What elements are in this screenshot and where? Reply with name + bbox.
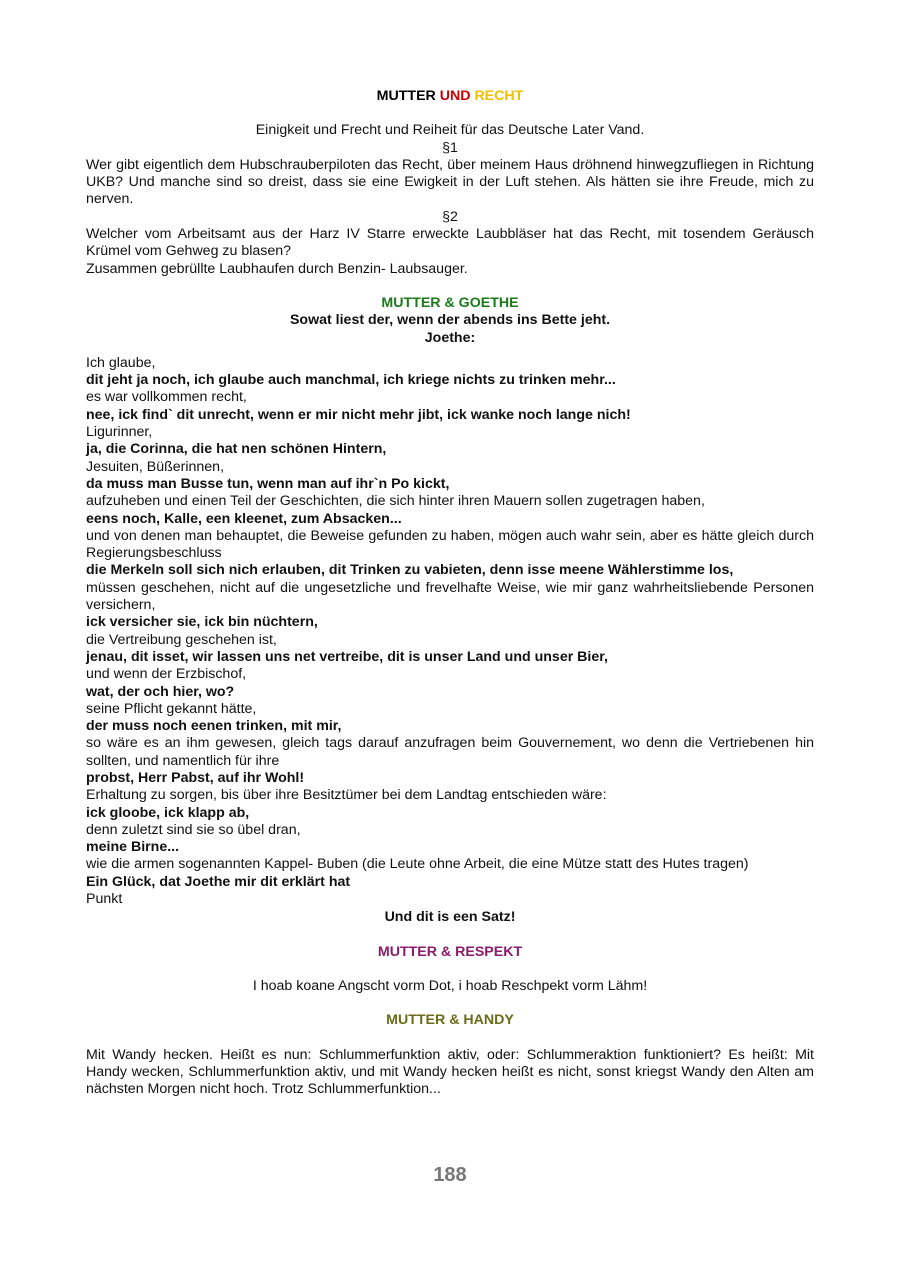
dialogue-line-bold: die Merkeln soll sich nich erlauben, dit Trinken zu vabieten, denn isse meene Wählerstimme los, [86,562,734,579]
handy-text: Mit Wandy hecken. Heißt es nun: Schlummerfunktion aktiv, oder: Schlummeraktion funktioniert? Es heißt: Mit Handy wecken, Schlummerfunktion aktiv, und mit Wandy hecken heißt es nicht, sonst kriegst Wandy den Alten am nächsten Morgen nicht hoch. Trotz Schlummerfunktion... [86,1046,814,1098]
dialogue-line: aufzuheben und einen Teil der Geschichten, die sich hinter ihren Mauern sollen zugetragen haben, [86,493,705,510]
dialogue-line: Ligurinner, [86,424,153,441]
dialogue-line: wie die armen sogenannten Kappel- Buben (die Leute ohne Arbeit, die eine Mütze statt des Hutes tragen) [86,856,749,873]
dialogue-line: seine Pflicht gekannt hätte, [86,700,257,717]
dialogue-line-bold: ja, die Corinna, die hat nen schönen Hintern, [86,441,387,458]
dialogue-line: so wäre es an ihm gewesen, gleich tags darauf anzufragen beim Gouvernement, wo denn die Vertriebenen hin sollten, und namentlich für ihre [86,735,814,769]
dialogue-line-bold: meine Birne... [86,839,180,856]
dialogue-line-bold: Ein Glück, dat Joethe mir dit erklärt hat [86,873,351,890]
paragraph-mark-2: §2 [442,208,458,225]
document-page [86,86,814,1098]
dialogue-line-bold: da muss man Busse tun, wenn man auf ihr`n Po kickt, [86,475,450,492]
dialogue-line-bold: probst, Herr Pabst, auf ihr Wohl! [86,769,305,786]
goethe-dialogue [86,355,814,909]
dialogue-line-bold: eens noch, Kalle, een kleenet, zum Absacken... [86,510,402,527]
title-word-recht: RECHT [474,88,524,104]
goethe-subtitle: Sowat liest der, wenn der abends ins Bette jeht. [289,312,611,329]
paragraph-mark-1: §1 [442,139,458,156]
dialogue-line: die Vertreibung geschehen ist, [86,631,277,648]
paragraph-1-text: Wer gibt eigentlich dem Hubschrauberpiloten das Recht, über meinem Haus dröhnend hinwegzufliegen in Richtung UKB? Und manche sind so dreist, dass sie eine Ewigkeit in der Luft stehen. Als hätten sie ihre Freude, mich zu nerven. [86,156,814,208]
title-word-mutter: MUTTER [376,88,436,104]
dialogue-line-bold: ick versicher sie, ick bin nüchtern, [86,614,318,631]
dialogue-line: Ich glaube, [86,354,156,371]
section-title-respekt: MUTTER & RESPEKT [377,943,523,960]
paragraph-2-text-2: Zusammen gebrüllte Laubhaufen durch Benzin- Laubsauger. [86,260,468,277]
section-title-goethe: MUTTER & GOETHE [381,294,519,311]
dialogue-line: Jesuiten, Büßerinnen, [86,458,225,475]
dialogue-line: Punkt [86,891,123,908]
dialogue-line-bold: nee, ick find` dit unrecht, wenn er mir nicht mehr jibt, ick wanke noch lange nich! [86,406,631,423]
dialogue-line-bold: der muss noch eenen trinken, mit mir, [86,718,342,735]
dialogue-line-bold: ick gloobe, ick klapp ab, [86,804,250,821]
dialogue-line: Erhaltung zu sorgen, bis über ihre Besitztümer bei dem Landtag entschieden wäre: [86,787,607,804]
dialogue-line: und wenn der Erzbischof, [86,666,247,683]
dialogue-line: es war vollkommen recht, [86,389,247,406]
dialogue-line-bold: dit jeht ja noch, ich glaube auch manchmal, ich kriege nichts zu trinken mehr... [86,372,616,389]
goethe-closing: Und dit is een Satz! [384,909,516,926]
respekt-text: I hoab koane Angscht vorm Dot, i hoab Reschpekt vorm Lähm! [252,977,648,994]
paragraph-2-text: Welcher vom Arbeitsamt aus der Harz IV Starre erweckte Laubbläser hat das Recht, mit tosendem Geräusch Krümel vom Gehweg zu blasen? [86,226,814,260]
page-number: 188 [433,1164,467,1186]
dialogue-line: und von denen man behauptet, die Beweise gefunden zu haben, mögen auch wahr sein, aber es hätte gleich durch Regierungsbeschluss [86,527,814,562]
title-word-und: UND [439,88,471,104]
dialogue-line: denn zuletzt sind sie so übel dran, [86,821,301,838]
motto: Einigkeit und Frecht und Reiheit für das Deutsche Later Vand. [255,122,645,139]
dialogue-line: müssen geschehen, nicht auf die ungesetzliche und frevelhafte Weise, wie mir ganz wahrheitsliebende Personen versichern, [86,579,814,614]
goethe-speaker: Joethe: [424,329,476,346]
section-title-recht [86,88,814,105]
dialogue-line-bold: wat, der och hier, wo? [86,683,235,700]
section-title-handy: MUTTER & HANDY [386,1012,514,1029]
dialogue-line-bold: jenau, dit isset, wir lassen uns net vertreibe, dit is unser Land und unser Bier, [86,648,608,665]
